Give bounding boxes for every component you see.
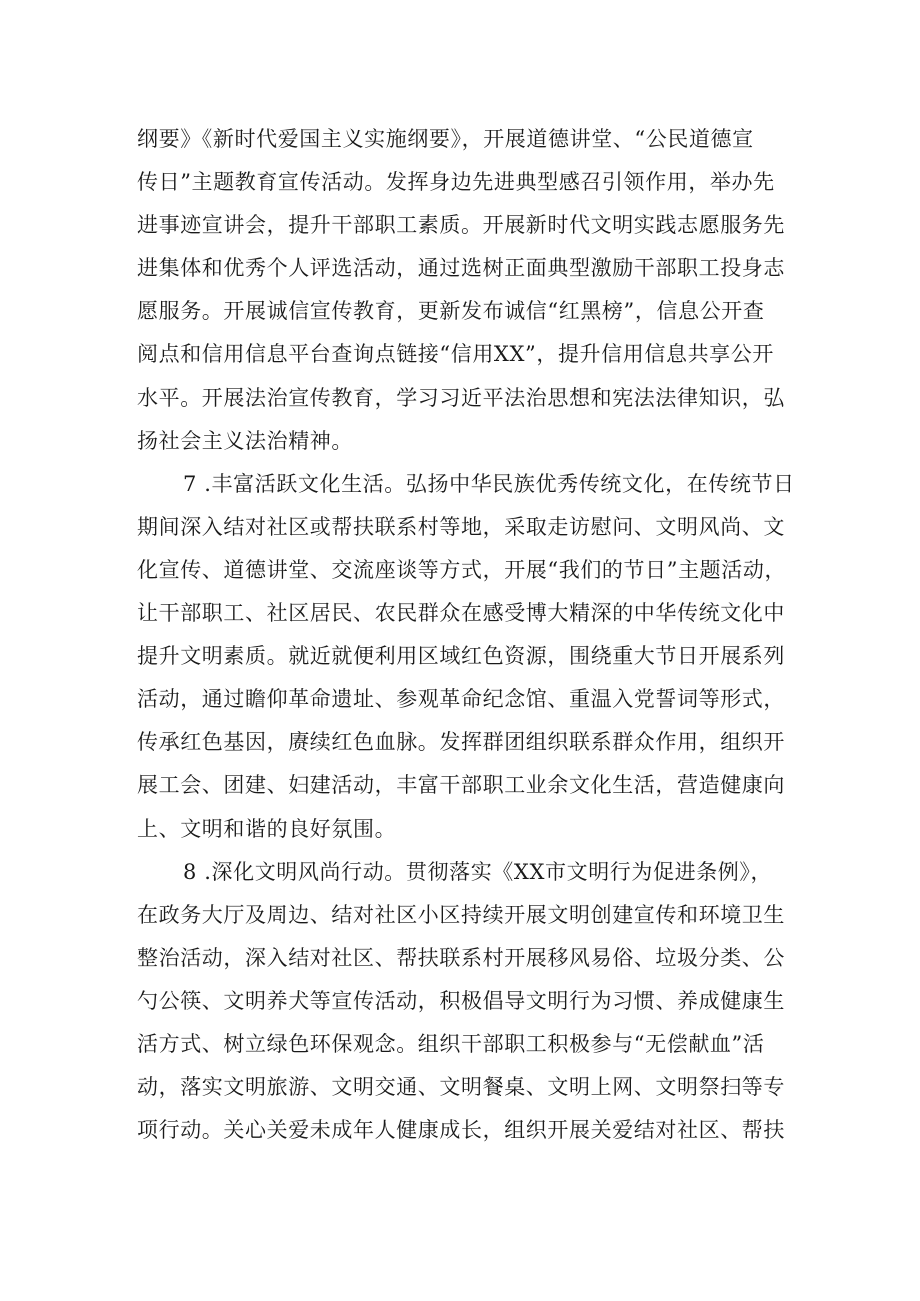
text-line: 动，落实文明旅游、文明交通、文明餐桌、文明上网、文明祭扫等专 [137, 1075, 785, 1100]
text-line: 传日”主题教育宣传活动。发挥身边先进典型感召引领作用，举办先 [137, 170, 775, 195]
text-line: 7 .丰富活跃文化生活。弘扬中华民族优秀传统文化，在传统节日 [183, 471, 795, 496]
text-line: 水平。开展法治宣传教育，学习习近平法治思想和宪法法律知识，弘 [137, 385, 785, 410]
text-line: 愿服务。开展诚信宣传教育，更新发布诚信“红黑榜”，信息公开查 [137, 299, 765, 324]
text-line: 活方式、树立绿色环保观念。组织干部职工积极参与“无偿献血”活 [137, 1031, 765, 1056]
text-line: 提升文明素质。就近就便利用区域红色资源，围绕重大节日开展系列 [137, 644, 785, 669]
document-body [137, 118, 797, 1152]
text-line: 项行动。关心关爱未成年人健康成长，组织开展关爱结对社区、帮扶 [137, 1118, 785, 1143]
text-line: 展工会、团建、妇建活动，丰富干部职工业余文化生活，营造健康向 [137, 773, 785, 798]
paragraph-8 [137, 851, 797, 1153]
text-line: 期间深入结对社区或帮扶联系村等地，采取走访慰问、文明风尚、文 [137, 514, 785, 539]
text-line: 化宣传、道德讲堂、交流座谈等方式，开展“我们的节日”主题活动， [137, 557, 787, 582]
text-line: 上、文明和谐的良好氛围。 [137, 816, 397, 841]
text-line: 扬社会主义法治精神。 [137, 428, 353, 453]
text-line: 在政务大厅及周边、结对社区小区持续开展文明创建宣传和环境卫生 [137, 902, 785, 927]
text-line: 整治活动，深入结对社区、帮扶联系村开展移风易俗、垃圾分类、公 [137, 945, 785, 970]
text-line: 进事迹宣讲会，提升干部职工素质。开展新时代文明实践志愿服务先 [137, 213, 785, 238]
text-line: 纲要》《新时代爱国主义实施纲要》，开展道德讲堂、“公民道德宣 [137, 127, 754, 151]
text-line: 传承红色基因，赓续红色血脉。发挥群团组织联系群众作用，组织开 [137, 730, 785, 755]
text-line: 让干部职工、社区居民、农民群众在感受博大精深的中华传统文化中 [137, 601, 785, 626]
text-line: 阅点和信用信息平台查询点链接“信用XX”，提升信用信息共享公开 [137, 342, 774, 367]
paragraph-7 [137, 463, 797, 851]
paragraph-continuation [137, 118, 797, 463]
text-line: 活动，通过瞻仰革命遗址、参观革命纪念馆、重温入党誓词等形式， [137, 687, 785, 712]
text-line: 勺公筷、文明养犬等宣传活动，积极倡导文明行为习惯、养成健康生 [137, 988, 785, 1013]
text-line: 进集体和优秀个人评选活动，通过选树正面典型激励干部职工投身志 [137, 256, 785, 281]
text-line: 8 .深化文明风尚行动。贯彻落实《XX市文明行为促进条例》， [183, 859, 773, 884]
document-page [137, 118, 797, 1152]
